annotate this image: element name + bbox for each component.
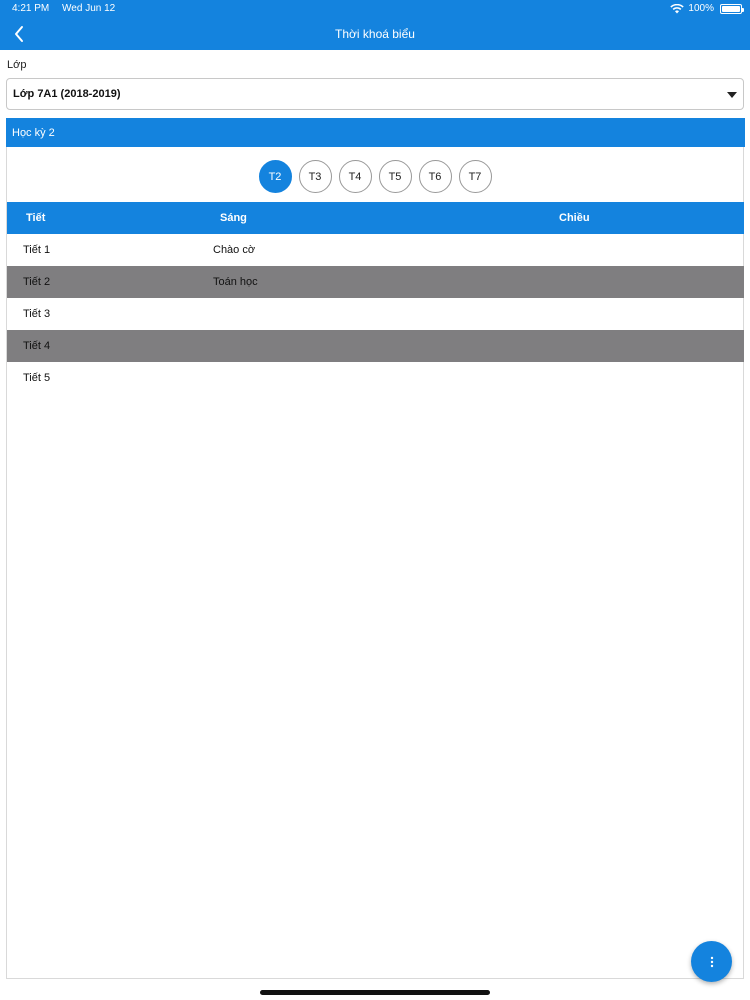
day-tab-t7[interactable]: T7 — [459, 160, 492, 193]
battery-percent: 100% — [688, 3, 714, 14]
class-select[interactable] — [6, 78, 744, 110]
header-afternoon: Chiều — [559, 212, 590, 224]
caret-down-icon — [727, 92, 737, 98]
class-label: Lớp — [7, 59, 27, 71]
day-tab-t6[interactable]: T6 — [419, 160, 452, 193]
day-tab-t3[interactable]: T3 — [299, 160, 332, 193]
row-period: Tiết 4 — [23, 340, 51, 352]
header-morning: Sáng — [220, 212, 247, 224]
row-period: Tiết 1 — [23, 244, 51, 256]
more-options-button[interactable] — [691, 941, 732, 982]
table-row — [7, 234, 744, 266]
status-date: Wed Jun 12 — [62, 3, 116, 14]
home-indicator[interactable] — [260, 990, 490, 995]
table-row — [7, 330, 744, 362]
status-bar-left — [12, 3, 125, 14]
more-vertical-icon — [710, 956, 714, 968]
battery-icon — [720, 4, 742, 14]
wifi-icon — [670, 4, 684, 14]
status-bar-right — [670, 3, 742, 14]
table-row — [7, 298, 744, 330]
class-select-value: Lớp 7A1 (2018-2019) — [13, 88, 121, 100]
row-morning: Toán học — [213, 276, 258, 288]
row-period: Tiết 5 — [23, 372, 51, 384]
page-title: Thời khoá biểu — [335, 27, 415, 41]
row-period: Tiết 3 — [23, 308, 51, 320]
day-tab-t2[interactable]: T2 — [259, 160, 292, 193]
table-row — [7, 266, 744, 298]
day-selector — [7, 160, 743, 192]
table-body — [7, 234, 744, 394]
status-time: 4:21 PM — [12, 3, 50, 14]
day-tab-t5[interactable]: T5 — [379, 160, 412, 193]
top-bar — [0, 0, 750, 50]
table-row — [7, 362, 744, 394]
schedule-card — [6, 118, 744, 979]
header-period: Tiết — [26, 212, 46, 224]
semester-header: Học kỳ 2 — [6, 118, 745, 147]
day-tab-t4[interactable]: T4 — [339, 160, 372, 193]
row-morning: Chào cờ — [213, 244, 256, 256]
table-header — [7, 202, 744, 234]
row-period: Tiết 2 — [23, 276, 51, 288]
